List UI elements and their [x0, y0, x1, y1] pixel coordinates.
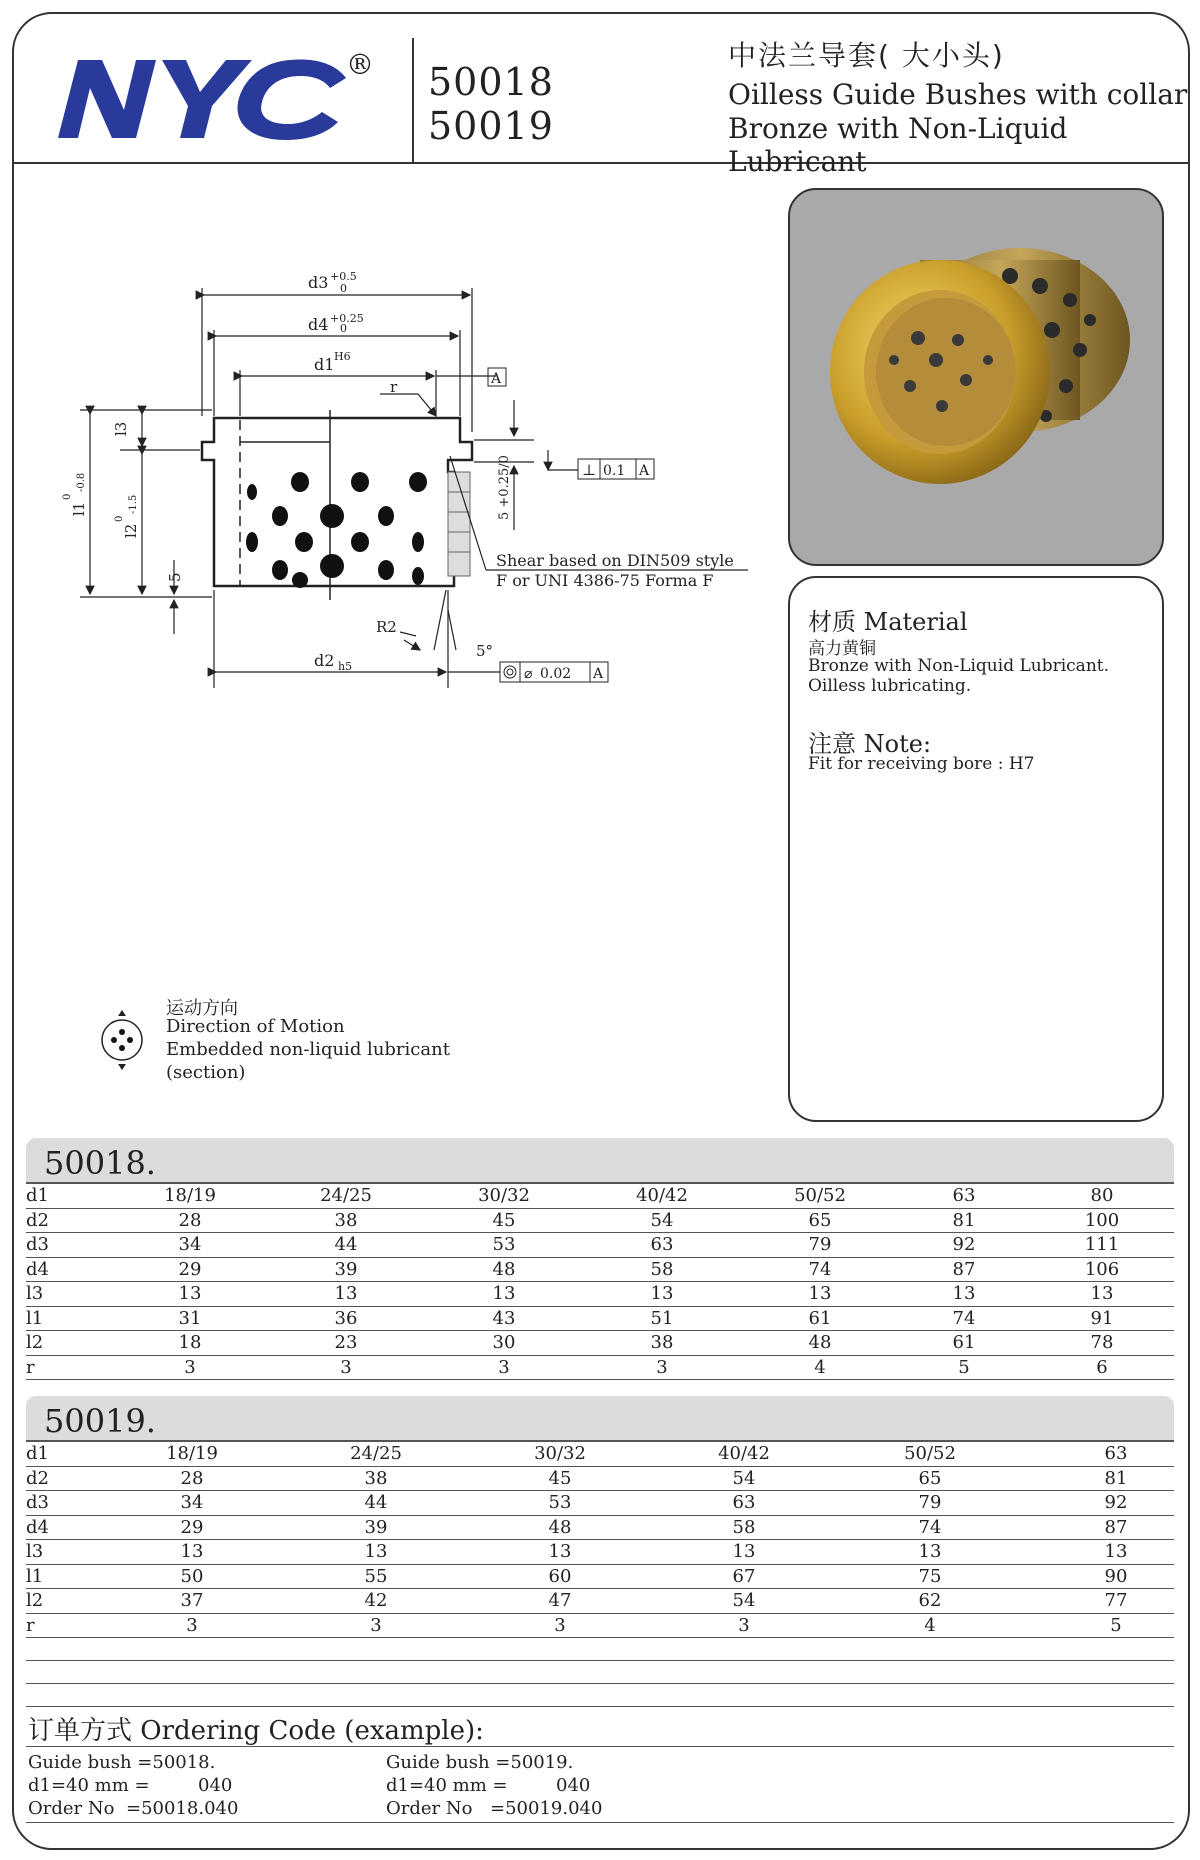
table-cell: 18/19	[164, 1185, 216, 1206]
table-cell: 13	[364, 1541, 388, 1562]
datum-a: A	[491, 371, 502, 387]
material-heading: 材质 Material	[808, 608, 968, 636]
table-cell: 53	[548, 1492, 572, 1513]
direction-of-motion-icon	[96, 1010, 148, 1072]
order-right-line3: Order No	[386, 1798, 473, 1819]
table-cell: 3	[184, 1356, 196, 1378]
registered-mark: ®	[346, 48, 374, 81]
table-row	[26, 1467, 1174, 1492]
legend-line2: Embedded non-liquid lubricant	[166, 1039, 450, 1060]
nyc-logo	[50, 40, 390, 150]
table-row	[26, 1307, 1174, 1332]
table-cell: 50/52	[794, 1185, 846, 1206]
table-cell: 58	[732, 1516, 756, 1538]
note-heading: 注意 Note:	[808, 730, 932, 758]
row-label: l3	[26, 1283, 44, 1304]
svg-text:0: 0	[340, 282, 347, 295]
table-cell: 91	[1090, 1307, 1114, 1329]
svg-text:5°: 5°	[476, 642, 494, 660]
row-label: r	[26, 1614, 35, 1636]
table-cell: 28	[180, 1467, 204, 1489]
table-cell: 28	[178, 1209, 202, 1231]
table-cell: 48	[548, 1516, 572, 1538]
table-cell: 3	[656, 1356, 668, 1378]
table-cell: 3	[498, 1356, 510, 1378]
table-cell: 78	[1090, 1332, 1114, 1353]
row-label: l3	[26, 1541, 44, 1562]
table-cell: 40/42	[636, 1185, 688, 1206]
table-cell: 80	[1090, 1185, 1114, 1206]
table-cell: 50/52	[904, 1443, 956, 1464]
row-label: l1	[26, 1307, 44, 1329]
shear-note-1: Shear based on DIN509 style	[496, 551, 734, 570]
table-cell: 48	[492, 1258, 516, 1280]
table-cell: 13	[1104, 1541, 1128, 1562]
table-cell: 3	[554, 1614, 566, 1636]
table-cell: 38	[650, 1332, 674, 1353]
svg-text:A: A	[639, 463, 650, 479]
row-label: d3	[26, 1234, 49, 1255]
table-row	[26, 1491, 1174, 1516]
table-cell: 47	[548, 1590, 572, 1611]
svg-text:R2: R2	[376, 618, 397, 636]
table-cell: 54	[650, 1209, 674, 1231]
table-cell: 74	[918, 1516, 942, 1538]
svg-text:0: 0	[114, 515, 125, 522]
table-cell: 18	[178, 1332, 202, 1353]
table-cell: 100	[1084, 1209, 1120, 1231]
dim-r: r	[390, 378, 398, 396]
svg-text:H6: H6	[334, 350, 351, 363]
table-cell: 4	[814, 1356, 826, 1378]
table-cell: 62	[918, 1590, 942, 1611]
table-cell: 3	[738, 1614, 750, 1636]
table-cell: 37	[180, 1590, 204, 1611]
legend-line1: Direction of Motion	[166, 1016, 345, 1037]
order-left-line3: Order No	[28, 1798, 115, 1819]
material-line2: Oilless lubricating.	[808, 676, 972, 696]
header-vertical-divider	[412, 38, 414, 162]
table-cell: 29	[180, 1516, 204, 1538]
table-cell: 54	[732, 1590, 756, 1611]
table-cell: 50	[180, 1565, 204, 1587]
svg-text:⊥: ⊥	[582, 461, 597, 479]
table-cell: 90	[1104, 1565, 1128, 1587]
table-cell: 87	[1104, 1516, 1128, 1538]
svg-text:-0.8: -0.8	[76, 472, 87, 492]
table-cell: 18/19	[166, 1443, 218, 1464]
table-cell: 74	[808, 1258, 832, 1280]
table-cell: 13	[808, 1283, 832, 1304]
model-number-2: 50019	[428, 104, 554, 148]
table-cell: 79	[808, 1234, 832, 1255]
table-cell: 13	[732, 1541, 756, 1562]
table-cell: 30	[492, 1332, 516, 1353]
table-cell: 34	[180, 1492, 204, 1513]
table-cell: 65	[808, 1209, 832, 1231]
row-label: d1	[26, 1443, 49, 1464]
svg-text:0: 0	[62, 493, 73, 500]
table-cell: 58	[650, 1258, 674, 1280]
note-text: Fit for receiving bore : H7	[808, 754, 1035, 774]
table-cell: 39	[334, 1258, 358, 1280]
order-right-val3: =50019.040	[490, 1798, 603, 1819]
dim-d3: d3	[308, 273, 329, 292]
table-50018-title: 50018.	[44, 1144, 156, 1182]
svg-text:5 +0.25/0: 5 +0.25/0	[497, 455, 512, 520]
table-cell: 3	[340, 1356, 352, 1378]
table-cell: 54	[732, 1467, 756, 1489]
table-cell: 3	[186, 1614, 198, 1636]
bushing-illustration	[790, 190, 1162, 564]
table-cell: 31	[178, 1307, 202, 1329]
row-label: d2	[26, 1209, 49, 1231]
svg-text:0.1: 0.1	[603, 463, 626, 479]
title-english-line1: Oilless Guide Bushes with collar	[728, 78, 1188, 111]
dim-d2: d2	[314, 651, 335, 670]
row-label: d4	[26, 1258, 49, 1280]
svg-text:A: A	[593, 666, 604, 682]
table-cell: 36	[334, 1307, 358, 1329]
table-cell: 30/32	[478, 1185, 530, 1206]
table-cell: 5	[958, 1356, 970, 1378]
row-label: r	[26, 1356, 35, 1378]
table-cell: 74	[952, 1307, 976, 1329]
table-cell: 42	[364, 1590, 388, 1611]
order-left-val2: 040	[198, 1775, 233, 1796]
row-label: l1	[26, 1565, 44, 1587]
table-row	[26, 1614, 1174, 1639]
table-cell: 45	[548, 1467, 572, 1489]
table-cell: 24/25	[350, 1443, 402, 1464]
table-cell: 51	[650, 1307, 674, 1329]
ordering-title: 订单方式 Ordering Code (example):	[28, 1716, 484, 1746]
svg-text:l3: l3	[112, 421, 130, 436]
svg-text:⌀: ⌀	[524, 666, 533, 682]
blank-row-line	[26, 1706, 1174, 1707]
table-cell: 48	[808, 1332, 832, 1353]
table-cell: 13	[1090, 1283, 1114, 1304]
table-cell: 92	[1104, 1492, 1128, 1513]
table-row	[26, 1565, 1174, 1590]
table-cell: 13	[334, 1283, 358, 1304]
blank-row-line	[26, 1660, 1174, 1661]
title-english-line2: Bronze with Non-Liquid Lubricant	[728, 112, 1068, 178]
table-row	[26, 1258, 1174, 1283]
table-cell: 38	[364, 1467, 388, 1489]
order-right-val2: 040	[556, 1775, 591, 1796]
table-row	[26, 1540, 1174, 1565]
svg-text:0.02: 0.02	[540, 666, 572, 682]
table-row	[26, 1442, 1174, 1467]
table-cell: 61	[808, 1307, 832, 1329]
table-cell: 13	[918, 1541, 942, 1562]
table-50018	[26, 1182, 1174, 1380]
table-cell: 24/25	[320, 1185, 372, 1206]
svg-text:-1.5: -1.5	[128, 494, 139, 514]
table-row	[26, 1233, 1174, 1258]
table-cell: 44	[334, 1234, 358, 1255]
table-cell: 53	[492, 1234, 516, 1255]
row-label: d1	[26, 1185, 49, 1206]
table-50019-title: 50019.	[44, 1402, 156, 1440]
table-cell: 40/42	[718, 1443, 770, 1464]
table-cell: 63	[732, 1492, 756, 1513]
model-number-1: 50018	[428, 60, 554, 104]
table-row	[26, 1282, 1174, 1307]
order-right-line2: d1=40 mm =	[386, 1775, 508, 1796]
order-left-line1: Guide bush =50018.	[28, 1752, 216, 1773]
table-cell: 13	[650, 1283, 674, 1304]
table-row	[26, 1516, 1174, 1541]
row-label: d4	[26, 1516, 49, 1538]
table-cell: 61	[952, 1332, 976, 1353]
legend-line3: (section)	[166, 1062, 246, 1083]
svg-text:l2: l2	[122, 523, 140, 538]
table-cell: 65	[918, 1467, 942, 1489]
table-cell: 87	[952, 1258, 976, 1280]
table-cell: 111	[1084, 1234, 1120, 1255]
table-cell: 23	[334, 1332, 358, 1353]
table-cell: 45	[492, 1209, 516, 1231]
table-row	[26, 1356, 1174, 1381]
table-cell: 13	[178, 1283, 202, 1304]
table-cell: 79	[918, 1492, 942, 1513]
order-left-val3: =50018.040	[126, 1798, 239, 1819]
table-cell: 4	[924, 1614, 936, 1636]
row-label: d3	[26, 1492, 49, 1513]
table-cell: 6	[1096, 1356, 1108, 1378]
svg-text:5: 5	[166, 572, 184, 582]
table-cell: 55	[364, 1565, 388, 1587]
table-cell: 75	[918, 1565, 942, 1587]
table-cell: 39	[364, 1516, 388, 1538]
table-cell: 63	[952, 1185, 976, 1206]
table-cell: 13	[548, 1541, 572, 1562]
table-cell: 67	[732, 1565, 756, 1587]
table-cell: 29	[178, 1258, 202, 1280]
table-50019-header	[26, 1396, 1174, 1440]
table-50018-header	[26, 1138, 1174, 1182]
table-cell: 63	[650, 1234, 674, 1255]
material-cn: 高力黄铜	[808, 639, 876, 659]
table-cell: 13	[492, 1283, 516, 1304]
material-line1: Bronze with Non-Liquid Lubricant.	[808, 656, 1110, 676]
svg-text:h5: h5	[338, 660, 353, 673]
dim-d1: d1	[314, 355, 335, 374]
svg-text:+0.5: +0.5	[330, 270, 357, 283]
blank-row-line	[26, 1683, 1174, 1684]
table-row	[26, 1331, 1174, 1356]
table-row	[26, 1184, 1174, 1209]
table-50019	[26, 1440, 1174, 1638]
table-cell: 81	[1104, 1467, 1128, 1489]
table-cell: 60	[548, 1565, 572, 1587]
svg-text:+0.25: +0.25	[330, 312, 364, 325]
table-cell: 34	[178, 1234, 202, 1255]
order-right-line1: Guide bush =50019.	[386, 1752, 574, 1773]
table-cell: 77	[1104, 1590, 1128, 1611]
order-left-line2: d1=40 mm =	[28, 1775, 150, 1796]
table-cell: 3	[370, 1614, 382, 1636]
table-cell: 30/32	[534, 1443, 586, 1464]
table-cell: 92	[952, 1234, 976, 1255]
table-cell: 43	[492, 1307, 516, 1329]
product-photo	[788, 188, 1164, 566]
ordering-divider	[26, 1746, 1174, 1747]
table-row	[26, 1209, 1174, 1234]
svg-text:0: 0	[340, 322, 347, 335]
table-row	[26, 1589, 1174, 1614]
ordering-bottom-line	[26, 1822, 1174, 1823]
row-label: d2	[26, 1467, 49, 1489]
table-cell: 63	[1104, 1443, 1128, 1464]
lubricant-plugs	[246, 472, 427, 588]
row-label: l2	[26, 1332, 44, 1353]
shear-note-2: F or UNI 4386-75 Forma F	[496, 571, 714, 590]
table-cell: 13	[952, 1283, 976, 1304]
table-cell: 81	[952, 1209, 976, 1231]
dim-d4: d4	[308, 315, 329, 334]
technical-drawing	[0, 170, 790, 890]
table-cell: 38	[334, 1209, 358, 1231]
title-chinese: 中法兰导套( 大小头)	[728, 39, 1005, 72]
table-cell: 44	[364, 1492, 388, 1513]
table-cell: 5	[1110, 1614, 1122, 1636]
row-label: l2	[26, 1590, 44, 1611]
legend-cn: 运动方向	[166, 998, 238, 1019]
svg-text:l1: l1	[70, 501, 88, 516]
material-panel	[788, 576, 1164, 1122]
table-cell: 13	[180, 1541, 204, 1562]
table-cell: 106	[1084, 1258, 1120, 1280]
